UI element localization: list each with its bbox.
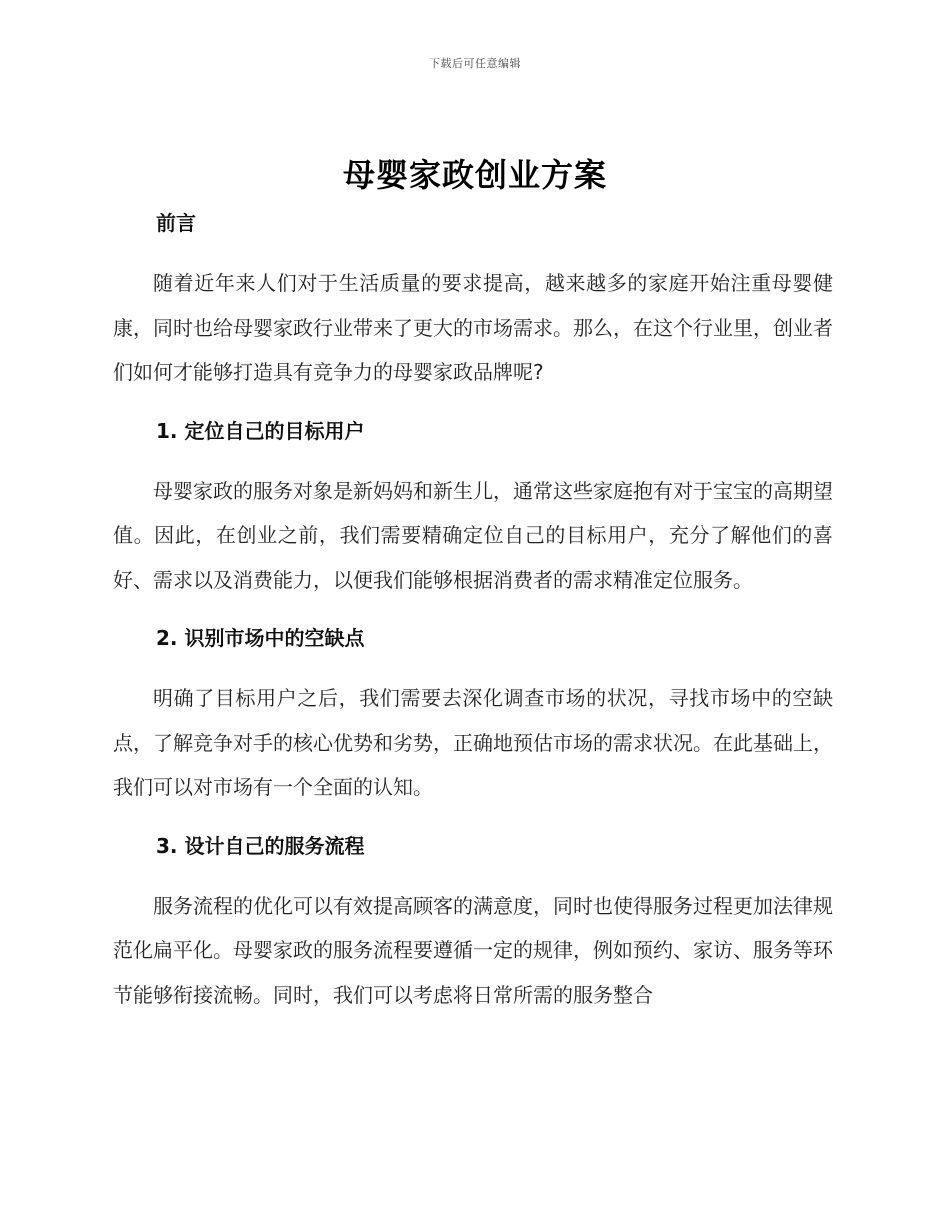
section-market-gaps	[113, 618, 833, 826]
document-title: 母婴家政创业方案	[342, 156, 607, 194]
section-heading: 3. 设计自己的服务流程	[156, 833, 365, 858]
document-body	[113, 203, 833, 1017]
section-preface	[113, 203, 833, 411]
section-heading: 2. 识别市场中的空缺点	[156, 626, 365, 650]
section-service-process	[113, 826, 833, 1018]
section-paragraph: 明确了目标用户之后，我们需要去深化调查市场的状况，寻找市场中的空缺点，了解竞争对手的核心优势和劣势，正确地预估市场的需求状况。在此基础上，我们可以对市场有一个全面的认知。	[113, 686, 833, 799]
section-paragraph: 服务流程的优化可以有效提高顾客的满意度，同时也使得服务过程更加法律规范化扁平化。母婴家政的服务流程要遵循一定的规律，例如预约、家访、服务等环节能够衔接流畅。同时，我们可以考虑将日常所需的服务整合	[113, 893, 833, 1007]
section-heading: 1. 定位自己的目标用户	[156, 418, 365, 443]
section-paragraph: 母婴家政的服务对象是新妈妈和新生儿，通常这些家庭抱有对于宝宝的高期望值。因此，在创业之前，我们需要精确定位自己的目标用户，充分了解他们的喜好、需求以及消费能力，以便我们能够根据消费者的需求精准定位服务。	[113, 478, 833, 592]
header-note: 下载后可任意编辑	[429, 57, 521, 70]
section-target-users	[113, 411, 833, 619]
section-heading: 前言	[156, 211, 196, 235]
section-paragraph: 随着近年来人们对于生活质量的要求提高，越来越多的家庭开始注重母婴健康，同时也给母婴家政行业带来了更大的市场需求。那么，在这个行业里，创业者们如何才能够打造具有竞争力的母婴家政品牌呢?	[113, 271, 833, 384]
